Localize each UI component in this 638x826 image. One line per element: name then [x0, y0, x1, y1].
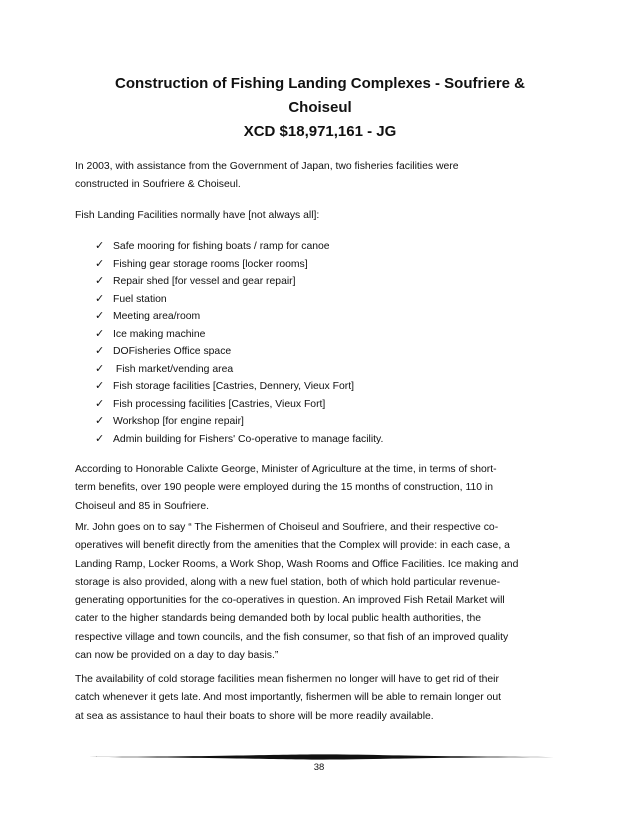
list-item: ✓ DOFisheries Office space	[95, 343, 383, 361]
title-line-2: Choiseul	[288, 99, 352, 116]
text-line: According to Honorable Calixte George, Minister of Agriculture at the time, in terms of short-	[75, 464, 497, 475]
checkmark-icon: ✓	[95, 415, 105, 427]
text-line: Landing Ramp, Locker Rooms, a Work Shop, Wash Rooms and Office Facilities. Ice making and	[75, 558, 519, 570]
list-item: ✓ Fish storage facilities [Castries, Dennery, Vieux Fort]	[95, 378, 383, 396]
john-quote-paragraph	[75, 519, 570, 665]
title-cost: XCD $18,971,161 - JG	[243, 123, 397, 140]
text-line: term benefits, over 190 people were employed during the 15 months of construction, 110 in	[75, 482, 493, 494]
george-paragraph	[75, 461, 570, 516]
checkmark-icon: ✓	[95, 380, 105, 392]
text-line: generating opportunities for the co-operatives in question. An improved Fish Retail Market will	[75, 595, 505, 607]
checkmark-icon: ✓	[95, 257, 105, 270]
text-line: respective village and town councils, and the fish consumer, so that fish of an improved quality	[75, 631, 509, 643]
list-item: ✓ Fish processing facilities [Castries, Vieux Fort]	[95, 396, 383, 414]
text-line: Mr. John goes on to say “ The Fishermen of Choiseul and Soufriere, and their respective co-	[75, 522, 499, 533]
checkmark-icon: ✓	[95, 397, 105, 410]
checkmark-icon: ✓	[95, 275, 105, 287]
cold-storage-paragraph	[75, 671, 570, 726]
text-line: In 2003, with assistance from the Government of Japan, two fisheries facilities were	[75, 161, 459, 172]
checkmark-icon: ✓	[95, 292, 105, 305]
title-line-1: Construction of Fishing Landing Complexes - Soufriere &	[114, 75, 526, 92]
checkmark-icon: ✓	[95, 432, 105, 445]
page-title	[70, 72, 570, 144]
footer-divider	[75, 754, 571, 760]
checkmark-icon: ✓	[95, 327, 105, 340]
text-line: catch whenever it gets late. And most importantly, fishermen will be able to remain longer out	[75, 692, 502, 704]
facilities-list	[95, 238, 383, 448]
text-line: constructed in Soufriere & Choiseul.	[75, 179, 241, 191]
text-line: operatives will benefit directly from the amenities that the Complex will provide: in each case, a	[75, 540, 510, 552]
list-item: ✓ Repair shed [for vessel and gear repair]	[95, 273, 383, 291]
text-line: cater to the higher standards being demanded both by local public health authorities, the	[75, 613, 482, 625]
text-line: at sea as assistance to haul their boats to shore will be more readily available.	[75, 710, 434, 722]
checkmark-icon: ✓	[95, 345, 105, 357]
text-line: The availability of cold storage facilities mean fishermen no longer will have to get rid of their	[75, 674, 499, 685]
text-line: can now be provided on a day to day basis.”	[75, 650, 279, 662]
list-item: ✓ Meeting area/room	[95, 308, 383, 326]
list-item: ✓ Safe mooring for fishing boats / ramp for canoe	[95, 238, 383, 256]
list-item: ✓ Fishing gear storage rooms [locker rooms]	[95, 256, 383, 274]
checkmark-icon: ✓	[95, 240, 105, 252]
page-number: 38	[313, 762, 325, 773]
text-line: storage is also provided, along with a new fuel station, both of which hold particular revenue-	[75, 576, 501, 588]
text-line: Choiseul and 85 in Soufriere.	[75, 500, 210, 512]
intro-paragraph	[75, 158, 570, 195]
facilities-heading: Fish Landing Facilities normally have [not always all]:	[75, 210, 320, 221]
checkmark-icon: ✓	[95, 310, 105, 322]
list-item: ✓ Ice making machine	[95, 326, 383, 344]
checkmark-icon: ✓	[95, 362, 105, 375]
list-item: ✓ Admin building for Fishers' Co-operative to manage facility.	[95, 431, 383, 449]
list-item: ✓ Fuel station	[95, 291, 383, 309]
list-item: ✓ Workshop [for engine repair]	[95, 413, 383, 431]
list-item: ✓ Fish market/vending area	[95, 361, 383, 379]
